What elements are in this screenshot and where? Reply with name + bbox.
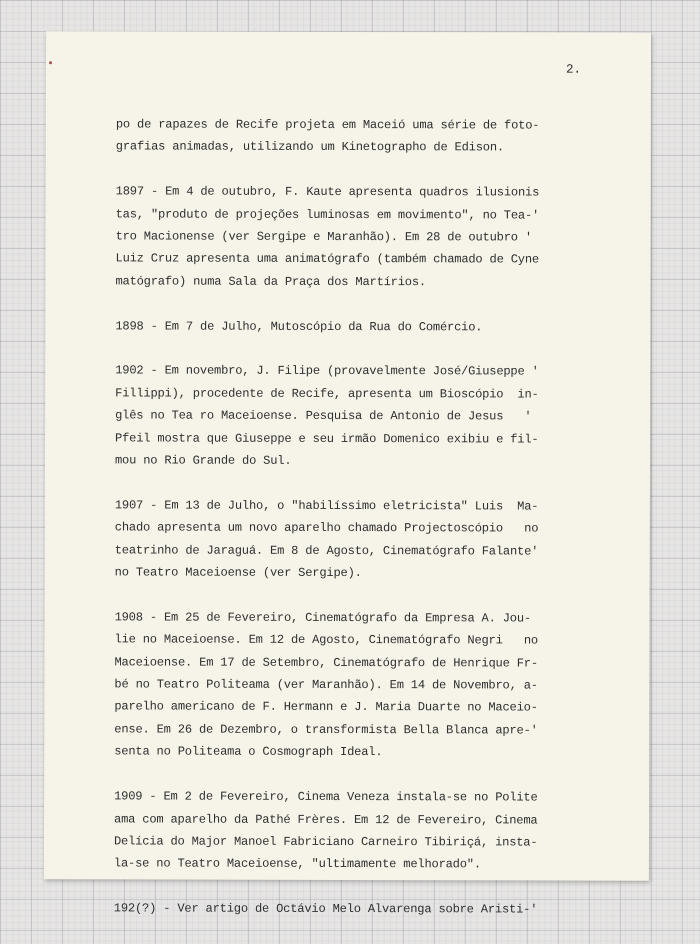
text-line: 1907 - Em 13 de Julho, o "habilíssimo eletricista" Luis Ma- [114,498,539,514]
paragraph-1908 [114,606,634,764]
text-line: 1902 - Em novembro, J. Filipe (provavelmente José/Giuseppe ' [115,363,539,379]
paragraph-1902 [115,360,635,473]
document-page [44,31,651,917]
text-line: grafias animadas, utilizando um Kinetographo de Edison. [115,139,504,155]
text-line: glês no Tea ro Maceioense. Pesquisa de Antonio de Jesus ' [115,408,532,424]
text-line: teatrinho de Jaraguá. Em 8 de Agosto, Cinematógrafo Falante' [114,543,539,559]
text-line: mou no Rio Grande do Sul. [114,453,292,468]
text-line: 192(?) - Ver artigo de Octávio Melo Alvarenga sobre Aristi-' [113,901,538,917]
text-line: Delícia do Major Manoel Fabriciano Carneiro Tibiriçá, insta- [113,834,538,850]
paragraph-1909 [114,785,634,876]
text-line: 1897 - Em 4 de outubro, F. Kaute apresenta quadros ilusionis [115,184,540,200]
text-line: senta no Politeama o Cosmograph Ideal. [114,744,383,760]
text-line: bé no Teatro Politeama (ver Maranhão). Em 14 de Novembro, a- [114,677,538,693]
paragraph-intro [116,113,636,159]
text-line: 1898 - Em 7 de Julho, Mutoscópio da Rua do Comércio. [115,319,483,334]
paragraph-192x [114,897,634,921]
text-line: Fillippi), procedente de Recife, apresenta um Bioscópio in- [115,386,539,402]
text-line: 1909 - Em 2 de Fevereiro, Cinema Veneza instala-se no Polite [114,789,538,805]
paper-mark [49,61,52,64]
text-line: no Teatro Maceioense (ver Sergipe). [114,565,362,581]
text-line: matógrafo) numa Sala da Praça dos Martírios. [115,274,427,290]
text-line: tas, "produto de projeções luminosas em movimento", no Tea-' [115,207,540,223]
text-line: ense. Em 26 de Dezembro, o transformista Bella Blanca apre-' [114,722,538,738]
text-line: lie no Maceioense. Em 12 de Agosto, Cinematógrafo Negri no [114,632,538,648]
text-line: Maceioense. Em 17 de Setembro, Cinematógrafo de Henrique Fr- [114,655,538,671]
paragraph-1898 [115,315,635,339]
text-line: chado apresenta um novo aparelho chamado Projectoscópio no [114,520,539,536]
document-body [114,113,636,943]
text-line: la-se no Teatro Maceioense, "ultimamente melhorado". [113,856,481,872]
paragraph-1897 [115,181,635,294]
text-line: Pfeil mostra que Giuseppe e seu irmão Domenico exibiu e fil- [115,431,539,447]
paragraph-1907 [115,494,635,585]
text-line: 1908 - Em 25 de Fevereiro, Cinematógrafo da Empresa A. Jou- [114,610,531,626]
text-line: Luiz Cruz apresenta uma animatógrafo (também chamado de Cyne [115,251,539,267]
page-number: 2. [565,62,582,77]
text-line: po de rapazes de Recife projeta em Maceió uma série de foto- [115,117,540,133]
text-line: parelho americano de F. Hermann e J. Maria Duarte no Maceio- [114,699,538,715]
text-line: tro Macionense (ver Sergipe e Maranhão). Em 28 de outubro ' [115,229,532,245]
text-line: ama com aparelho da Pathé Frères. Em 12 de Fevereiro, Cinema [114,811,538,827]
